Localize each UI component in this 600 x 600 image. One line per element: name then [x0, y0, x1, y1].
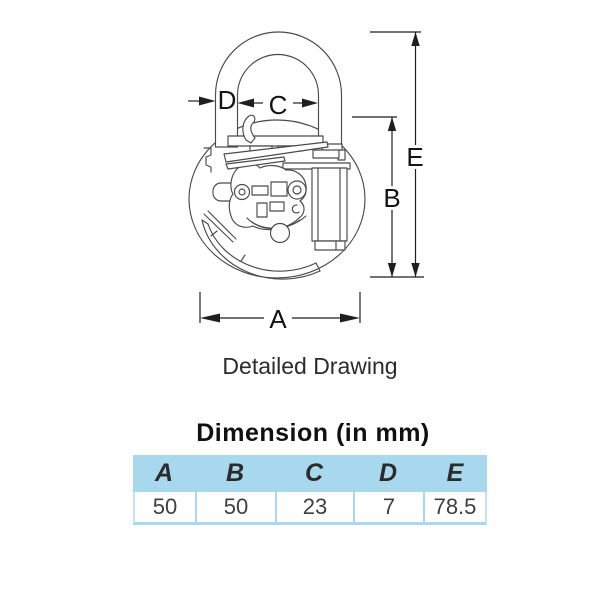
dim-label-d: D: [217, 85, 237, 115]
dim-label-b: B: [383, 183, 401, 213]
dimension-table-title: Dimension (in mm): [196, 419, 430, 447]
rivet-right: [288, 181, 306, 199]
pin-hole: [271, 224, 290, 243]
dim-label-a: A: [269, 304, 287, 334]
dimension-table-header-row: [133, 455, 487, 492]
table-header-cell-d: D: [378, 459, 398, 487]
table-header-cell-b: B: [225, 459, 245, 487]
table-value-cell-d: 7: [353, 492, 423, 522]
table-header-cell-a: A: [154, 459, 174, 487]
table-value-cell-c: 23: [275, 492, 353, 522]
dim-label-e: E: [406, 142, 424, 172]
table-value-cell-a: 50: [152, 494, 178, 519]
drawing-caption: Detailed Drawing: [222, 353, 398, 379]
dimension-table: [133, 455, 487, 525]
rivet-left: [235, 185, 250, 200]
table-value-cell-e: 78.5: [423, 492, 485, 522]
dimension-d: [188, 97, 216, 106]
table-header-cell-c: C: [304, 459, 324, 487]
table-header-cell-e: E: [446, 459, 464, 487]
table-value-cell-b: 50: [195, 492, 275, 522]
dim-label-c: C: [268, 90, 288, 120]
dimension-table-value-row: [133, 492, 487, 525]
